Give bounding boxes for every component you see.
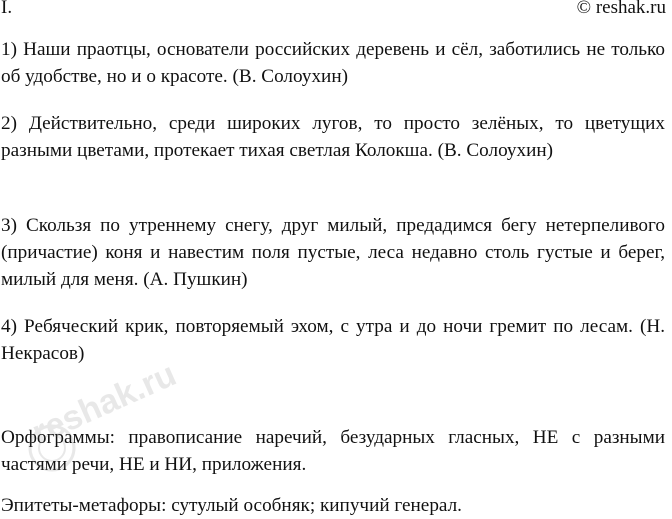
copyright-label: © reshak.ru bbox=[576, 0, 666, 18]
watermark-text: reshak.ru bbox=[26, 355, 182, 453]
sentence-3: 3) Скользя по утреннему снегу, друг милый, предадимся бегу нетерпеливого (причастие) коня и навестим поля пустые, леса недавно столь густые и берег, милый для меня. (А. Пушкин) bbox=[1, 215, 665, 290]
section-label: I. bbox=[1, 0, 13, 18]
note-epithets: Эпитеты-метафоры: сутулый особняк; кипучий генерал. bbox=[1, 495, 462, 516]
sentence-1: 1) Наши праотцы, основатели российских деревень и сёл, заботились не только об удобстве, но и о красоте. (В. Солоухин) bbox=[1, 39, 665, 87]
sentence-4: 4) Ребяческий крик, повторяемый эхом, с утра и до ночи гремит по лесам. (Н. Некрасов) bbox=[1, 316, 665, 364]
sentence-2: 2) Действительно, среди широких лугов, то просто зелёных, то цветущих разными цветами, протекает тихая светлая Колокша. (В. Солоухин) bbox=[1, 113, 665, 161]
note-orthograms: Орфограммы: правописание наречий, безударных гласных, НЕ с разными частями речи, НЕ и НИ, приложения. bbox=[1, 427, 665, 475]
